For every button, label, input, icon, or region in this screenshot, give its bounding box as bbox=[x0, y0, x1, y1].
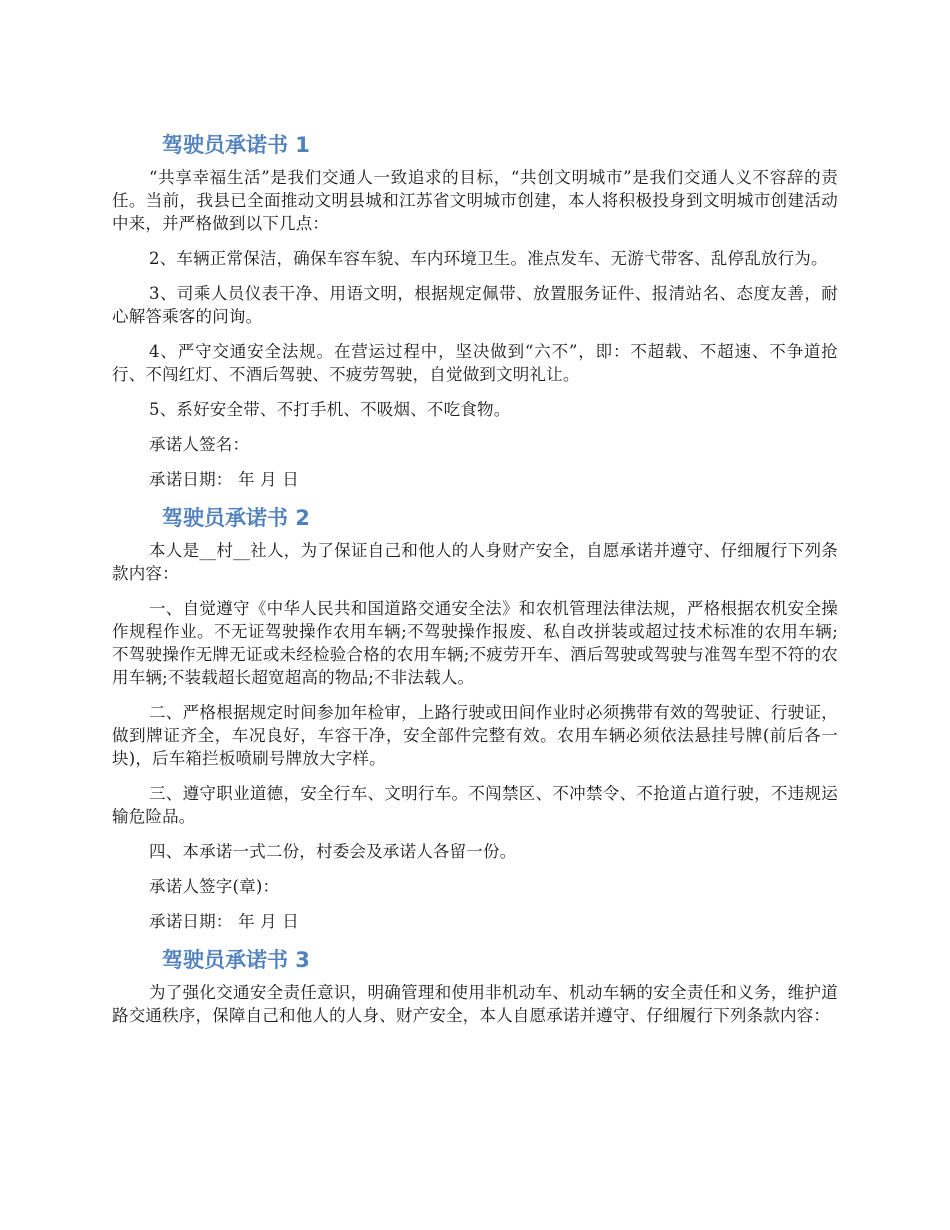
date-line: 承诺日期： 年 月 日 bbox=[149, 470, 299, 489]
document-page bbox=[112, 118, 838, 1039]
date-line: 承诺日期： 年 月 日 bbox=[149, 912, 299, 931]
section-heading: 驾驶员承诺书 2 bbox=[162, 506, 310, 530]
section-heading: 驾驶员承诺书 1 bbox=[162, 133, 310, 157]
paragraph: 3、司乘人员仪表干净、用语文明，根据规定佩带、放置服务证件、报清站名、态度友善，耐心解答乘客的问询。 bbox=[112, 284, 838, 326]
pledge-section-3 bbox=[112, 945, 838, 1027]
pledge-section-1 bbox=[112, 130, 838, 491]
paragraph: 5、系好安全带、不打手机、不吸烟、不吃食物。 bbox=[149, 400, 511, 419]
signature-line: 承诺人签字(章)： bbox=[149, 877, 280, 896]
paragraph: 二、严格根据规定时间参加年检审，上路行驶或田间作业时必须携带有效的驾驶证、行驶证，做到牌证齐全，车况良好，车容干净，安全部件完整有效。农用车辆必须依法悬挂号牌(前后各一块)，后车箱拦板喷刷号牌放大字样。 bbox=[112, 703, 838, 768]
section-heading: 驾驶员承诺书 3 bbox=[162, 948, 310, 972]
paragraph: 2、车辆正常保洁，确保车容车貌、车内环境卫生。准点发车、无游弋带客、乱停乱放行为。 bbox=[149, 249, 828, 268]
signature-line: 承诺人签名： bbox=[149, 435, 250, 454]
paragraph: “共享幸福生活”是我们交通人一致追求的目标，“共创文明城市”是我们交通人义不容辞的责任。当前，我县已全面推动文明县城和江苏省文明城市创建，本人将积极投身到文明城市创建活动中来，并严格做到以下几点： bbox=[112, 168, 838, 233]
paragraph: 本人是__村__社人，为了保证自己和他人的人身财产安全，自愿承诺并遵守、仔细履行下列条款内容： bbox=[112, 541, 838, 583]
paragraph: 三、遵守职业道德，安全行车、文明行车。不闯禁区、不冲禁令、不抢道占道行驶，不违规运输危险品。 bbox=[112, 784, 838, 826]
pledge-section-2 bbox=[112, 503, 838, 933]
paragraph: 一、自觉遵守《中华人民共和国道路交通安全法》和农机管理法律法规，严格根据农机安全操作规程作业。不无证驾驶操作农用车辆;不驾驶操作报废、私自改拼装或超过技术标准的农用车辆;不驾驶操作无牌无证或未经检验合格的农用车辆;不疲劳开车、酒后驾驶或驾驶与准驾车型不符的农用车辆;不装载超长超宽超高的物品;不非法载人。 bbox=[112, 599, 838, 687]
paragraph: 4、严守交通安全法规。在营运过程中，坚决做到“六不”，即：不超载、不超速、不争道抢行、不闯红灯、不酒后驾驶、不疲劳驾驶，自觉做到文明礼让。 bbox=[112, 342, 838, 384]
paragraph: 四、本承诺一式二份，村委会及承诺人各留一份。 bbox=[149, 842, 517, 861]
paragraph: 为了强化交通安全责任意识，明确管理和使用非机动车、机动车辆的安全责任和义务，维护道路交通秩序，保障自己和他人的人身、财产安全，本人自愿承诺并遵守、仔细履行下列条款内容： bbox=[112, 983, 838, 1025]
